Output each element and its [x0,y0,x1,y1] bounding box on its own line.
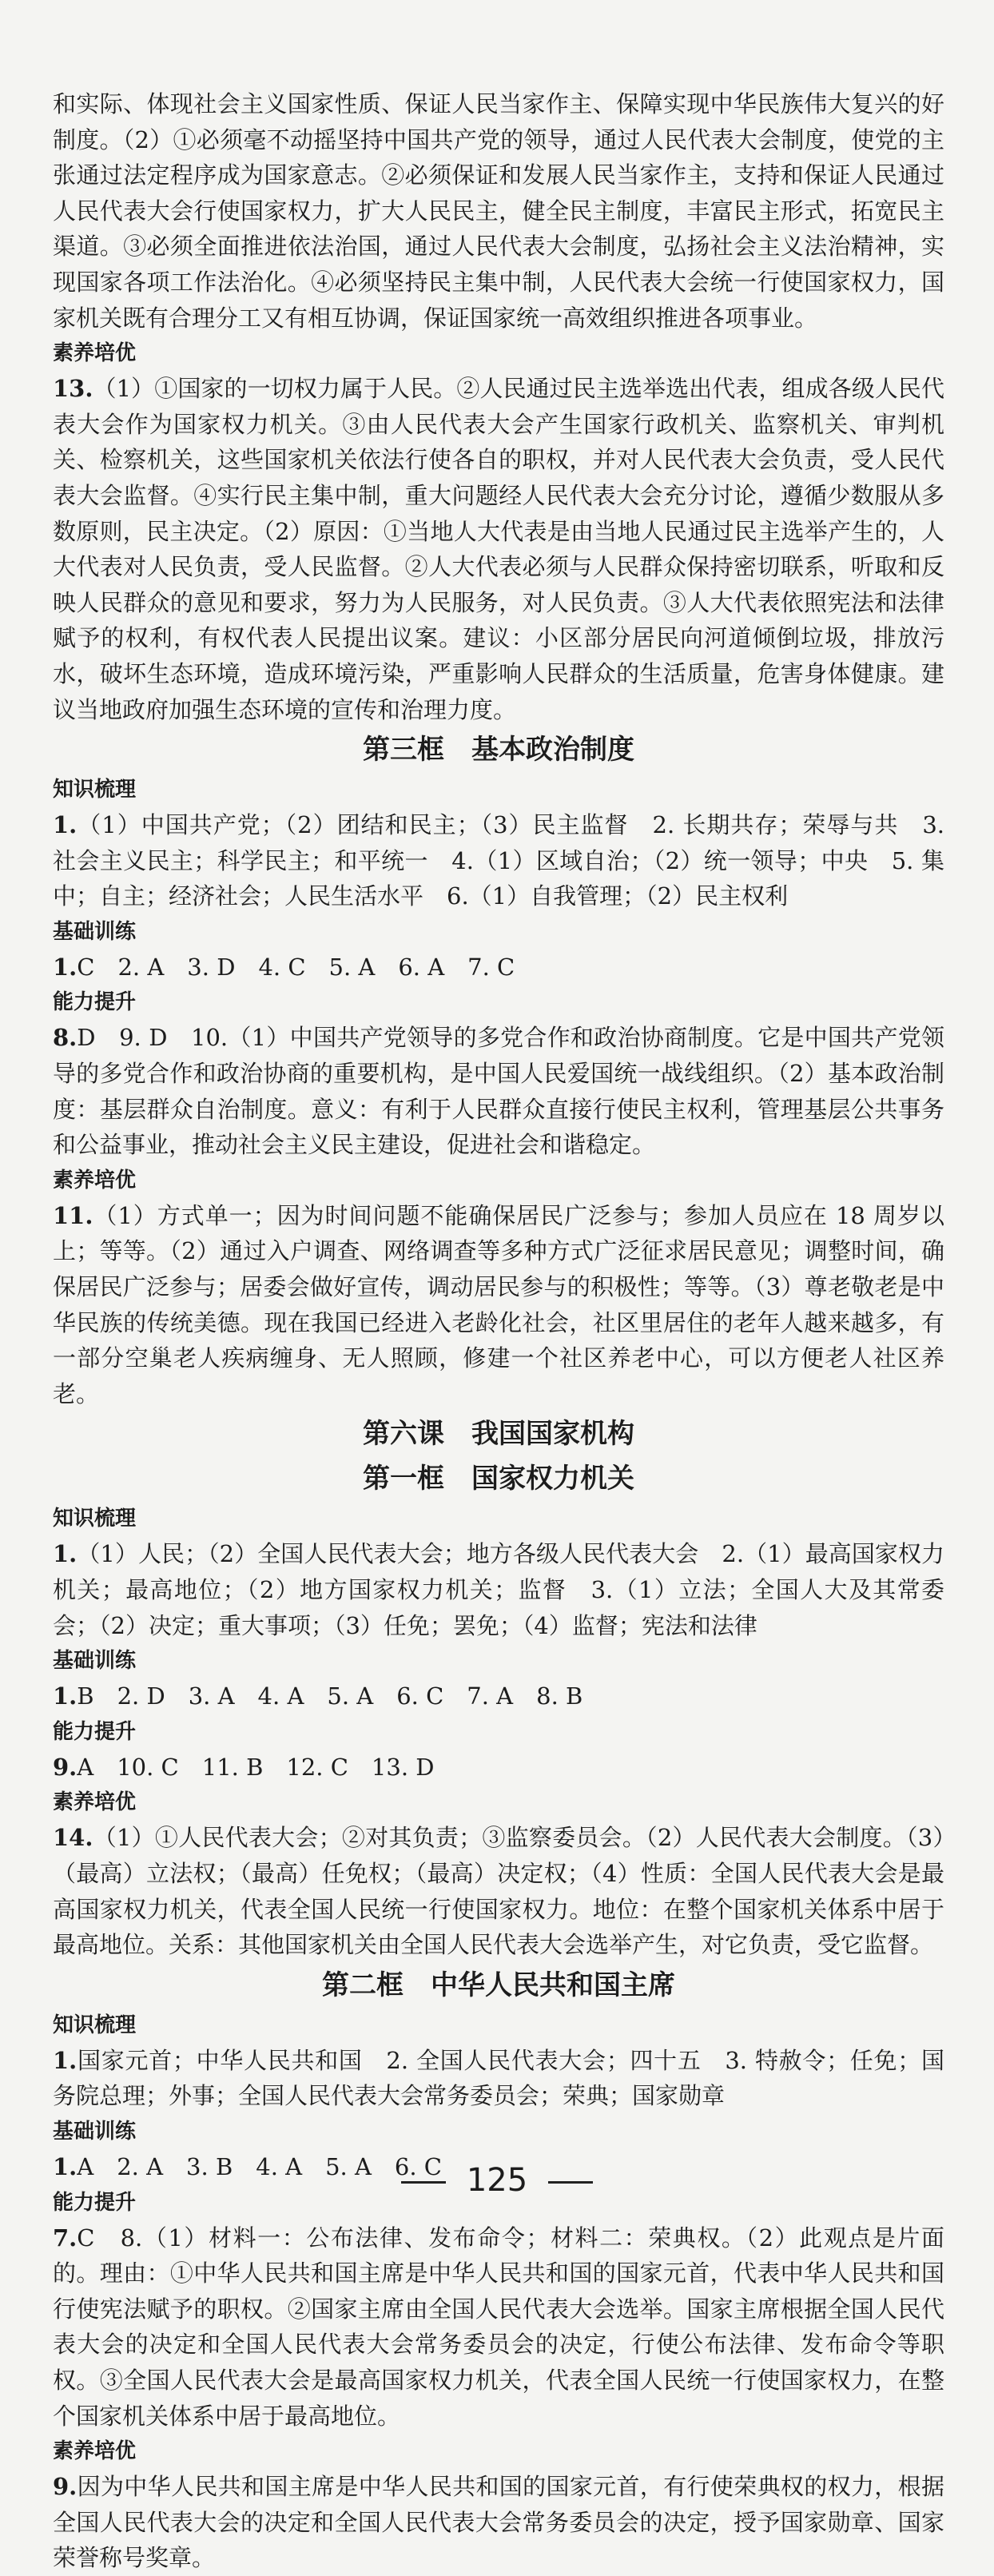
answer-paragraph [53,1020,944,1162]
answer-paragraph [53,950,944,985]
section-label: 基础训练 [53,2119,137,2144]
section-label: 知识梳理 [53,1507,137,1531]
question-number: 14. [53,1824,93,1852]
answer-text: （1）中国共产党；（2）团结和民主；（3）民主监督 2. 长期共存；荣辱与共 3. 社会主义民主；科学民主；和平统一 4.（1）区域自治；（2）统一领导；中央 5. 集中；自主；经济社会；人民生活水平 6.（1）自我管理；（2）民主权利 [53,811,944,910]
answer-paragraph [53,1536,944,1643]
answer-text: B 2. D 3. A 4. A 5. A 6. C 7. A 8. B [77,1682,583,1710]
question-number: 8. [53,1024,78,1052]
section-label: 能力提升 [53,990,137,1015]
question-number: 9. [53,2473,78,2501]
section-label: 素养培优 [53,341,137,366]
section-label: 知识梳理 [53,2013,137,2037]
answer-paragraph [53,2220,944,2435]
answer-paragraph [53,2469,944,2576]
lesson-heading: 第六课 我国国家机构 [363,1418,634,1451]
question-number: 13. [53,375,93,403]
question-number: 1. [53,811,78,839]
answer-text: D 9. D 10.（1）中国共产党领导的多党合作和政治协商制度。它是中国共产党领导的多党合作和政治协商的重要机构，是中国人民爱国统一战线组织。（2）基本政治制度：基层群众自治制度。意义：有利于人民群众直接行使民主权利，管理基层公共事务和公益事业，推动社会主义民主建设，促进社会和谐稳定。 [53,1024,944,1159]
question-number: 9. [53,1753,78,1781]
section-label: 素养培优 [53,1168,137,1192]
answer-text: 国家元首；中华人民共和国 2. 全国人民代表大会；四十五 3. 特赦令；任免；国务院总理；外事；全国人民代表大会常务委员会；荣典；国家勋章 [53,2046,944,2110]
question-number: 1. [53,953,78,981]
section-label: 基础训练 [53,1649,137,1674]
footer-dash-left [401,2181,446,2184]
section-label: 能力提升 [53,1719,137,1744]
answer-text: 因为中华人民共和国主席是中华人民共和国的国家元首，有行使荣典权的权力，根据全国人民代表大会的决定和全国人民代表大会常务委员会的决定，授予国家勋章、国家荣誉称号奖章。 [53,2473,944,2572]
page-footer [0,2156,994,2204]
lesson-heading: 第一框 国家权力机关 [363,1463,634,1495]
question-number: 1. [53,1682,78,1710]
answer-text: A 10. C 11. B 12. C 13. D [77,1753,435,1781]
question-number: 1. [53,1540,78,1568]
lesson-heading: 第三框 基本政治制度 [363,734,634,766]
answer-text: （1）人民；（2）全国人民代表大会；地方各级人民代表大会 2.（1）最高国家权力机关；最高地位；（2）地方国家权力机关；监督 3.（1）立法；全国人大及其常委会；（2）决定；重大事项；（3）任免；罢免；（4）监督；宪法和法律 [53,1540,944,1639]
answer-paragraph [53,1678,944,1714]
answer-paragraph [53,1820,944,1962]
page-number: 125 [466,2162,528,2199]
section-label: 能力提升 [53,2190,137,2215]
answer-text: （1）方式单一；因为时间问题不能确保居民广泛参与；参加人员应在 18 周岁以上；等等。（2）通过入户调查、网络调查等多种方式广泛征求居民意见；调整时间，确保居民广泛参与；居委会做好宣传，调动居民参与的积极性；等等。（3）尊老敬老是中华民族的传统美德。现在我国已经进入老龄化社会，社区里居住的老年人越来越多，有一部分空巢老人疾病缠身、无人照顾，修建一个社区养老中心，可以方便老人社区养老。 [53,1201,944,1407]
answer-paragraph [53,371,944,727]
answer-paragraph [53,2043,944,2114]
question-number: 1. [53,2046,78,2074]
answer-text: C 8.（1）材料一：公布法律、发布命令；材料二：荣典权。（2）此观点是片面的。理由：①中华人民共和国主席是中华人民共和国的国家元首，代表中华人民共和国行使宪法赋予的职权。②国家主席由全国人民代表大会选举。国家主席根据全国人民代表大会的决定和全国人民代表大会常务委员会的决定，行使公布法律、发布命令等职权。③全国人民代表大会是最高国家权力机关，代表全国人民统一行使国家权力，在整个国家机关体系中居于最高地位。 [53,2224,944,2430]
answer-text: （1）①人民代表大会；②对其负责；③监察委员会。（2）人民代表大会制度。（3）（最高）立法权；（最高）任免权；（最高）决定权；（4）性质：全国人民代表大会是最高国家权力机关，代表全国人民统一行使国家权力。地位：在整个国家机关体系中居于最高地位。关系：其他国家机关由全国人民代表大会选举产生，对它负责，受它监督。 [53,1824,944,1959]
answer-paragraph [53,86,944,336]
question-number: 11. [53,1201,93,1229]
answer-paragraph [53,1750,944,1786]
lesson-heading: 第二框 中华人民共和国主席 [322,1969,675,2001]
answer-paragraph [53,1198,944,1412]
question-number: 7. [53,2224,78,2252]
section-label: 基础训练 [53,919,137,944]
footer-dash-right [548,2181,593,2184]
section-label: 知识梳理 [53,778,137,802]
answer-text: A 2. A 3. B 4. A 5. A 6. C [77,2152,442,2180]
answer-paragraph [53,807,944,914]
section-label: 素养培优 [53,2439,137,2464]
answer-text: （1）①国家的一切权力属于人民。②人民通过民主选举选出代表，组成各级人民代表大会作为国家权力机关。③由人民代表大会产生国家行政机关、监察机关、审判机关、检察机关，这些国家机关依法行使各自的职权，并对人民代表大会负责，受人民代表大会监督。④实行民主集中制，重大问题经人民代表大会充分讨论，遵循少数服从多数原则，民主决定。（2）原因：①当地人大代表是由当地人民通过民主选举产生的，人大代表对人民负责，受人民监督。②人大代表必须与人民群众保持密切联系，听取和反映人民群众的意见和要求，努力为人民服务，对人民负责。③人大代表依照宪法和法律赋予的权利，有权代表人民提出议案。建议：小区部分居民向河道倾倒垃圾，排放污水，破坏生态环境，造成环境污染，严重影响人民群众的生活质量，危害身体健康。建议当地政府加强生态环境的宣传和治理力度。 [53,375,944,723]
answer-text: C 2. A 3. D 4. C 5. A 6. A 7. C [77,953,515,981]
section-label: 素养培优 [53,1790,137,1815]
question-number: 1. [53,2152,78,2180]
answer-text: 和实际、体现社会主义国家性质、保证人民当家作主、保障实现中华民族伟大复兴的好制度。（2）①必须毫不动摇坚持中国共产党的领导，通过人民代表大会制度，使党的主张通过法定程序成为国家意志。②必须保证和发展人民当家作主，支持和保证人民通过人民代表大会行使国家权力，扩大人民民主，健全民主制度，丰富民主形式，拓宽民主渠道。③必须全面推进依法治国，通过人民代表大会制度，弘扬社会主义法治精神，实现国家各项工作法治化。④必须坚持民主集中制，人民代表大会统一行使国家权力，国家机关既有合理分工又有相互协调，保证国家统一高效组织推进各项事业。 [53,90,944,332]
